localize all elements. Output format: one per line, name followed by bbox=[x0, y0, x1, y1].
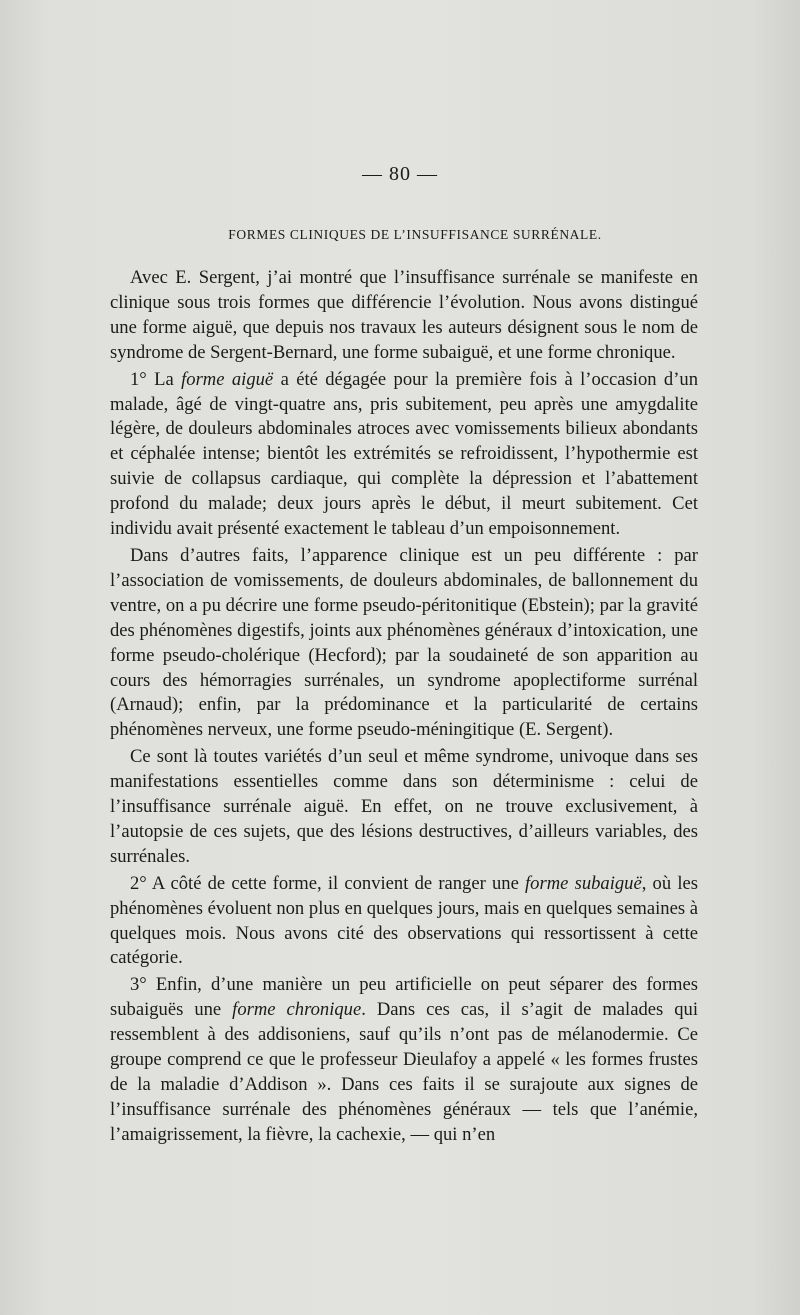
body-text bbox=[110, 266, 698, 1148]
paragraph-intro bbox=[110, 266, 698, 366]
text-run: Avec E. Sergent, j’ai montré que l’insuffisance surrénale se manifeste en clinique sous trois formes que différencie l’évolution. Nous avons distingué une forme aiguë, que depuis nos travaux les auteurs désignent sous le nom de syndrome de Sergent-Bernard, une forme subaiguë, et une forme chronique. bbox=[110, 267, 698, 363]
paragraph-forme-chronique bbox=[110, 973, 698, 1147]
italic-term: forme aiguë bbox=[181, 368, 274, 390]
text-run: Dans d’autres faits, l’apparence clinique est un peu différente : par l’association de vomissements, de douleurs abdominales, de ballonnement du ventre, on a pu décrire une forme pseudo-péritonitique (Ebstein); par la gravité des phénomènes digestifs, joints aux phénomènes généraux d’intoxication, une forme pseudo-cholérique (Hecford); par la soudaineté de son apparition au cours des hémorragies surrénales, un syndrome apoplectiforme surrénal (Arnaud); enfin, par la prédominance et la particularité de certains phénomènes nerveux, une forme pseudo-méningitique (E. Sergent). bbox=[110, 544, 698, 741]
text-run: 3° Enfin, d’une manière un peu artificielle on peut séparer des formes subaiguës une bbox=[110, 974, 698, 1021]
text-run: a été dégagée pour la première fois à l’occasion d’un malade, âgé de vingt-quatre ans, pris subitement, peu après une amygdalite légère, de douleurs abdominales atroces avec vomissements bilieux abondants et céphalée intense; bientôt les extrémités se refroidissent, l’hypothermie est suivie de collapsus cardiaque, qui complète la dépression et l’abattement profond du malade; deux jours après le début, il meurt subitement. Cet individu avait présenté exactement le tableau d’un empoisonnement. bbox=[110, 368, 699, 540]
text-run: 1° La bbox=[130, 368, 182, 390]
text-run: , où les phénomènes évoluent non plus en quelques jours, mais en quelques semaines à quelques mois. Nous avons cité des observations qui ressortissent à cette catégorie. bbox=[110, 872, 698, 969]
paragraph-varietes bbox=[110, 745, 698, 870]
italic-term: forme subaiguë bbox=[525, 872, 642, 894]
section-heading: FORMES CLINIQUES DE L’INSUFFISANCE SURRÉNALE. bbox=[228, 227, 602, 242]
paragraph-forme-aigue bbox=[110, 368, 698, 542]
italic-term: forme chronique bbox=[232, 999, 362, 1021]
paragraph-forme-subaigue bbox=[110, 872, 698, 972]
paragraph-autres-faits bbox=[110, 544, 698, 743]
text-run: . Dans ces cas, il s’agit de malades qui ressemblent à des addisoniens, sauf qu’ils n’ont pas de mélanodermie. Ce groupe comprend ce que le professeur Dieulafoy a appelé « les formes frustes de la maladie d’Addison ». Dans ces faits il se surajoute aux signes de l’insuffisance surrénale des phénomènes généraux — tels que l’anémie, l’amaigrissement, la fièvre, la cachexie, — qui n’en bbox=[110, 999, 698, 1145]
text-run: Ce sont là toutes variétés d’un seul et même syndrome, univoque dans ses manifestations essentielles comme dans son déterminisme : celui de l’insuffisance surrénale aiguë. En effet, on ne trouve exclusivement, à l’autopsie de ces sujets, que des lésions destructives, d’ailleurs variables, des surrénales. bbox=[110, 746, 698, 867]
text-run: 2° A côté de cette forme, il convient de ranger une bbox=[130, 872, 526, 894]
page-number: — 80 — bbox=[362, 163, 438, 185]
